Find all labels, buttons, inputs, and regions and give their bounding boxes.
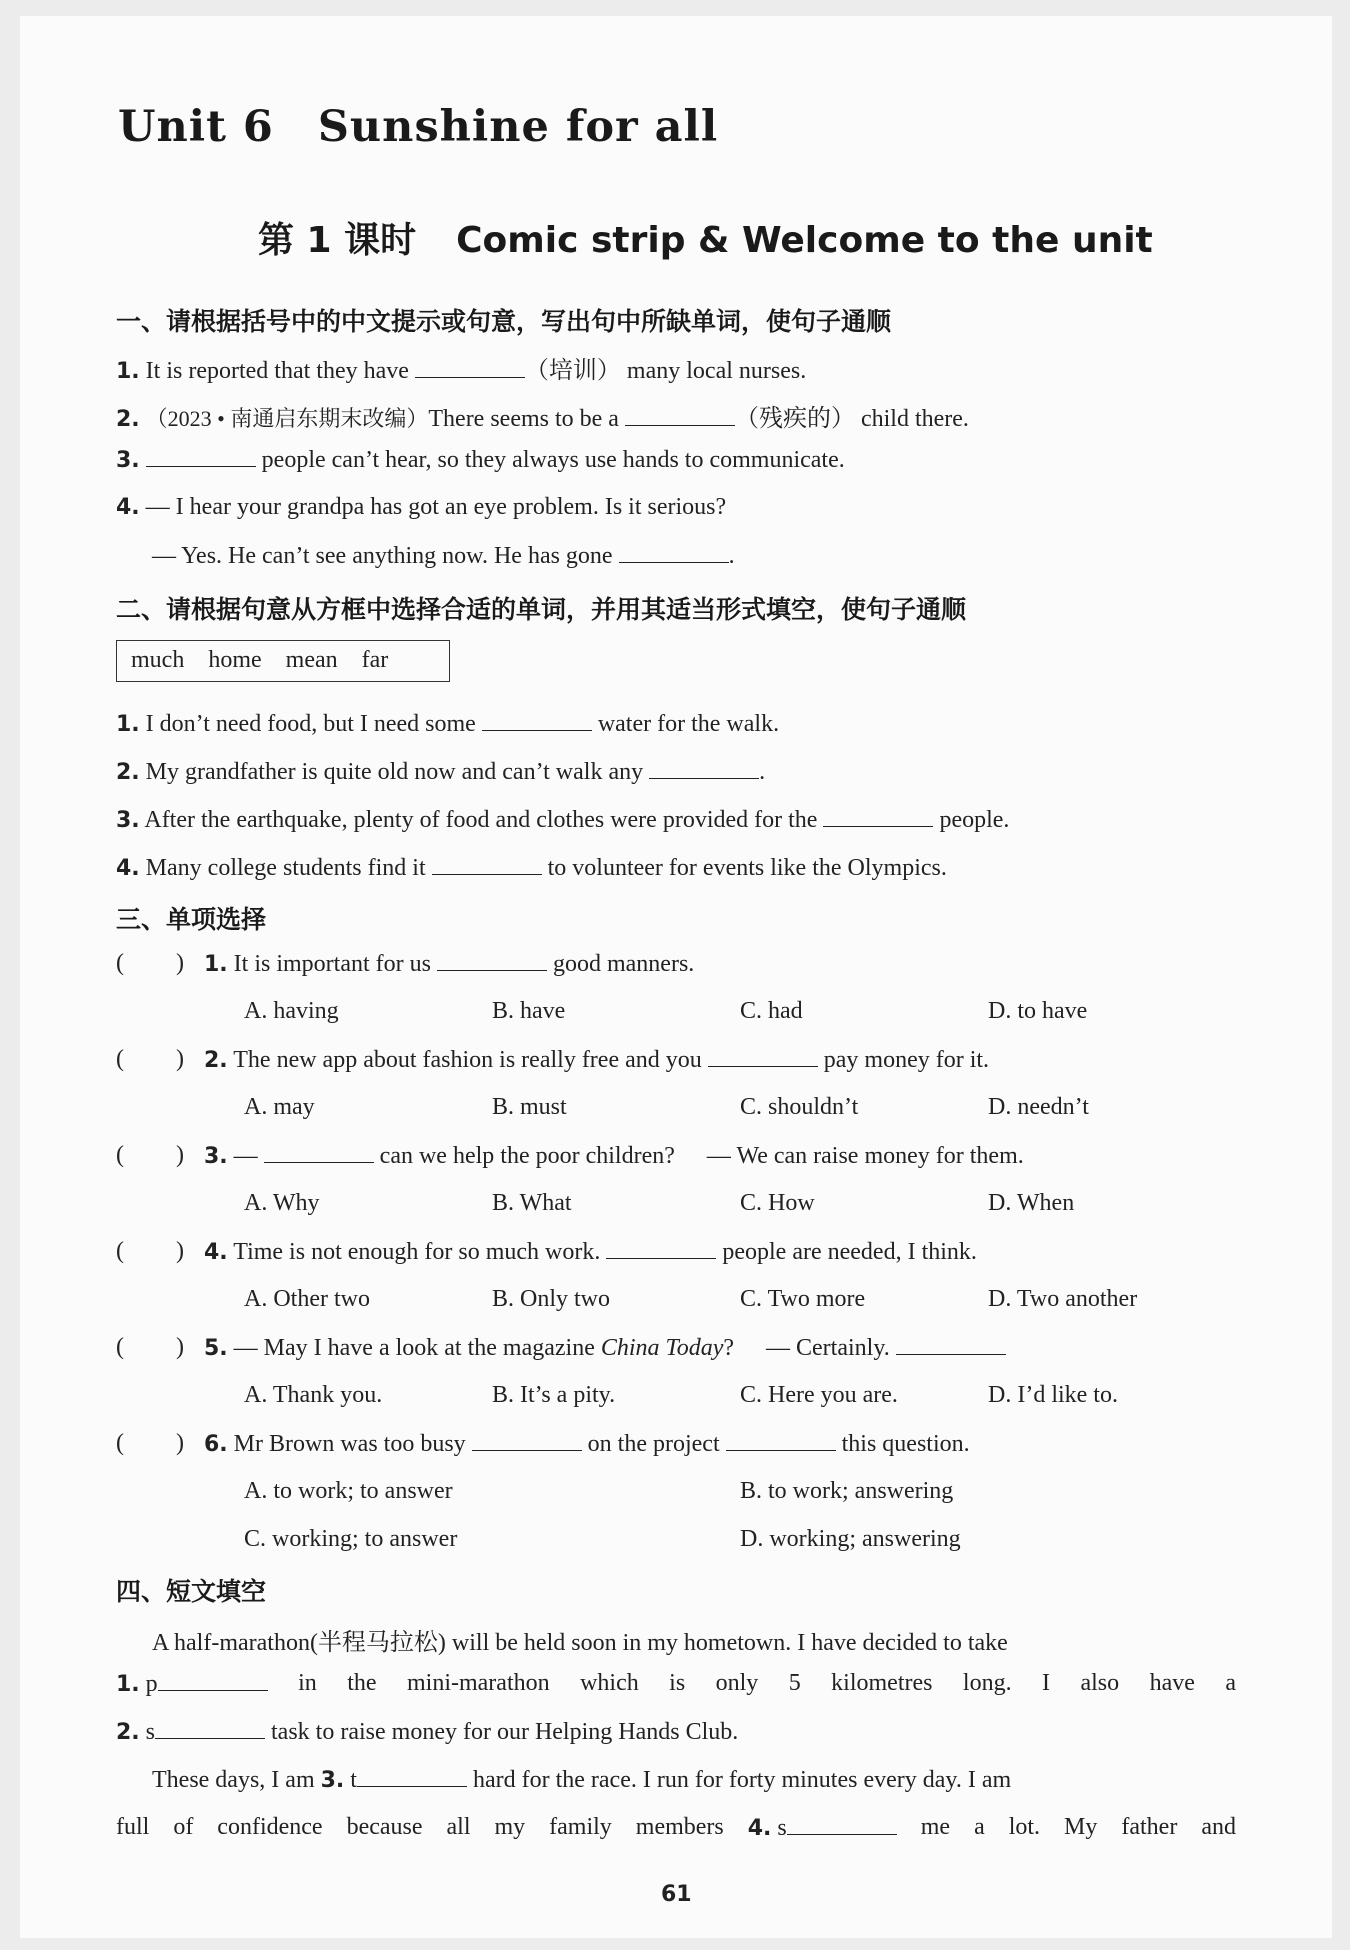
unit-name: Sunshine for all bbox=[317, 102, 719, 152]
question-text: good manners. bbox=[552, 951, 695, 977]
word: which bbox=[580, 1670, 639, 1696]
first-letter: s bbox=[145, 1719, 156, 1745]
question-text: people can’t hear, so they always use hands to communicate. bbox=[261, 447, 845, 473]
answer-blank[interactable] bbox=[619, 542, 729, 563]
lesson-number: 第 1 课时 bbox=[258, 220, 417, 261]
s2-question-3 bbox=[116, 806, 1009, 834]
punctuation: . bbox=[728, 543, 735, 569]
paren-open: ( bbox=[116, 1142, 124, 1168]
punctuation: ? bbox=[723, 1335, 735, 1361]
question-number: 1. bbox=[116, 359, 140, 384]
paren-close: ) bbox=[176, 950, 184, 976]
paren-open: ( bbox=[116, 1046, 124, 1072]
question-text: — May I have a look at the magazine bbox=[233, 1335, 595, 1361]
option-a[interactable]: A. Why bbox=[244, 1190, 320, 1216]
answer-blank[interactable] bbox=[472, 1430, 582, 1451]
word: confidence bbox=[217, 1814, 323, 1840]
answer-paren[interactable] bbox=[116, 950, 184, 977]
question-text: After the earthquake, plenty of food and clothes were provided for the bbox=[144, 807, 818, 833]
word: is bbox=[669, 1670, 686, 1696]
question-number: 4. bbox=[116, 856, 140, 881]
option-c[interactable]: C. shouldn’t bbox=[740, 1094, 859, 1120]
blank-number: 2. bbox=[116, 1720, 140, 1745]
unit-title bbox=[118, 102, 718, 152]
question-number: 1. bbox=[116, 712, 140, 737]
paren-close: ) bbox=[176, 1142, 184, 1168]
option-d[interactable]: D. needn’t bbox=[988, 1094, 1089, 1120]
worksheet-page bbox=[20, 16, 1332, 1938]
s1-question-4 bbox=[116, 494, 726, 521]
question-text: this question. bbox=[841, 1431, 970, 1457]
s1-question-3 bbox=[116, 446, 845, 474]
passage-text: hard for the race. I run for forty minutes every day. I am bbox=[472, 1767, 1012, 1793]
answer-paren[interactable] bbox=[116, 1334, 184, 1361]
passage-line-2 bbox=[116, 1670, 1236, 1698]
option-d[interactable]: D. When bbox=[988, 1190, 1075, 1216]
paren-open: ( bbox=[116, 1238, 124, 1264]
question-text: pay money for it. bbox=[823, 1047, 990, 1073]
word: in bbox=[298, 1670, 317, 1696]
answer-blank[interactable] bbox=[432, 854, 542, 875]
question-text: I don’t need food, but I need some bbox=[145, 711, 476, 737]
blank-number: 4. bbox=[747, 1816, 772, 1841]
word-option: home bbox=[208, 647, 262, 673]
option-d[interactable]: D. to have bbox=[988, 998, 1088, 1024]
section-3-title: 三、单项选择 bbox=[116, 905, 267, 934]
question-text: There seems to be a bbox=[428, 406, 619, 432]
question-number: 3. bbox=[204, 1144, 228, 1169]
option-b[interactable]: B. It’s a pity. bbox=[492, 1382, 616, 1408]
answer-blank[interactable] bbox=[264, 1142, 374, 1163]
s1-question-1 bbox=[116, 350, 806, 385]
blank-number: 3. bbox=[320, 1768, 345, 1793]
s1-question-4-response bbox=[152, 542, 735, 570]
word: because bbox=[346, 1814, 423, 1840]
option-d[interactable]: D. working; answering bbox=[740, 1526, 961, 1552]
chinese-hint: （残疾的） bbox=[734, 406, 855, 432]
question-number: 4. bbox=[116, 495, 140, 520]
question-text: My grandfather is quite old now and can’t walk any bbox=[145, 759, 644, 785]
question-number: 3. bbox=[116, 808, 140, 833]
word-option: much bbox=[131, 647, 185, 673]
answer-paren[interactable] bbox=[116, 1430, 184, 1457]
word: My bbox=[1064, 1814, 1098, 1840]
s3-question-3 bbox=[204, 1142, 1024, 1170]
option-d[interactable]: D. Two another bbox=[988, 1286, 1138, 1312]
word: only bbox=[715, 1670, 759, 1696]
s3-question-1 bbox=[204, 950, 694, 978]
question-text: water for the walk. bbox=[597, 711, 780, 737]
word: mini-marathon bbox=[406, 1670, 550, 1696]
answer-paren[interactable] bbox=[116, 1238, 184, 1265]
word: me bbox=[920, 1814, 951, 1840]
paren-open: ( bbox=[116, 1430, 124, 1456]
dash: — bbox=[233, 1143, 258, 1169]
s3-question-2 bbox=[204, 1046, 989, 1074]
first-letter: s bbox=[777, 1815, 787, 1841]
answer-blank[interactable] bbox=[482, 710, 592, 731]
answer-blank[interactable] bbox=[726, 1430, 836, 1451]
option-b[interactable]: B. have bbox=[492, 998, 566, 1024]
word: 5 bbox=[788, 1670, 801, 1696]
passage-line-4 bbox=[152, 1766, 1011, 1794]
answer-blank[interactable] bbox=[649, 758, 759, 779]
option-a[interactable]: A. having bbox=[244, 998, 339, 1024]
answer-blank[interactable] bbox=[146, 446, 256, 467]
s2-question-4 bbox=[116, 854, 947, 882]
option-c[interactable]: C. Two more bbox=[740, 1286, 866, 1312]
word-option: mean bbox=[285, 647, 338, 673]
word: also bbox=[1080, 1670, 1120, 1696]
word: a bbox=[1225, 1670, 1236, 1696]
question-number: 2. bbox=[116, 760, 140, 785]
word-box bbox=[116, 640, 450, 682]
question-text: on the project bbox=[587, 1431, 720, 1457]
question-text: to volunteer for events like the Olympics. bbox=[547, 855, 947, 881]
question-text: — We can raise money for them. bbox=[706, 1143, 1024, 1169]
question-text: Mr Brown was too busy bbox=[233, 1431, 466, 1457]
question-text: It is reported that they have bbox=[145, 358, 409, 384]
word: kilometres bbox=[831, 1670, 933, 1696]
answer-paren[interactable] bbox=[116, 1046, 184, 1073]
word: the bbox=[347, 1670, 377, 1696]
first-letter: t bbox=[350, 1767, 357, 1793]
question-number: 5. bbox=[204, 1336, 228, 1361]
option-b[interactable]: B. to work; answering bbox=[740, 1478, 954, 1504]
blank-number: 1. bbox=[116, 1672, 140, 1697]
option-b[interactable]: B. What bbox=[492, 1190, 572, 1216]
unit-number: Unit 6 bbox=[118, 102, 274, 152]
question-text: It is important for us bbox=[233, 951, 431, 977]
answer-blank[interactable] bbox=[357, 1766, 467, 1787]
question-number: 2. bbox=[116, 407, 140, 432]
passage-line-5 bbox=[116, 1814, 1236, 1842]
answer-blank[interactable] bbox=[155, 1718, 265, 1739]
option-b[interactable]: B. Only two bbox=[492, 1286, 611, 1312]
answer-blank[interactable] bbox=[708, 1046, 818, 1067]
word: and bbox=[1201, 1814, 1236, 1840]
paren-close: ) bbox=[176, 1046, 184, 1072]
question-text: people are needed, I think. bbox=[722, 1239, 977, 1265]
answer-blank[interactable] bbox=[787, 1814, 897, 1835]
question-number: 2. bbox=[204, 1048, 228, 1073]
word: all bbox=[446, 1814, 471, 1840]
question-number: 6. bbox=[204, 1432, 228, 1457]
question-text: many local nurses. bbox=[626, 358, 807, 384]
word: lot. bbox=[1008, 1814, 1041, 1840]
passage-line-3 bbox=[116, 1718, 738, 1746]
question-number: 4. bbox=[204, 1240, 228, 1265]
paren-close: ) bbox=[176, 1238, 184, 1264]
passage-line-1: A half-marathon(半程马拉松) will be held soon in my hometown. I have decided to take bbox=[152, 1630, 1008, 1656]
option-a[interactable]: A. Other two bbox=[244, 1286, 370, 1312]
magazine-title: China Today bbox=[600, 1335, 724, 1361]
answer-blank[interactable] bbox=[437, 950, 547, 971]
option-a[interactable]: A. Thank you. bbox=[244, 1382, 383, 1408]
word: members bbox=[635, 1814, 724, 1840]
word: father bbox=[1121, 1814, 1178, 1840]
chinese-hint: （培训） bbox=[524, 358, 621, 384]
word: family bbox=[549, 1814, 612, 1840]
paren-open: ( bbox=[116, 950, 124, 976]
s3-question-5 bbox=[204, 1334, 1006, 1362]
lesson-name: Comic strip & Welcome to the unit bbox=[456, 220, 1153, 261]
answer-blank[interactable] bbox=[606, 1238, 716, 1259]
word: my bbox=[494, 1814, 526, 1840]
question-number: 3. bbox=[116, 448, 140, 473]
option-a[interactable]: A. to work; to answer bbox=[244, 1478, 453, 1504]
answer-blank[interactable] bbox=[158, 1670, 268, 1691]
passage-text: These days, I am bbox=[152, 1767, 315, 1793]
first-letter: p bbox=[145, 1671, 158, 1697]
answer-blank[interactable] bbox=[625, 405, 735, 426]
s3-question-6 bbox=[204, 1430, 970, 1458]
option-d[interactable]: D. I’d like to. bbox=[988, 1382, 1118, 1408]
option-c[interactable]: C. had bbox=[740, 998, 803, 1024]
word: I bbox=[1042, 1670, 1051, 1696]
punctuation: . bbox=[759, 759, 766, 785]
paren-close: ) bbox=[176, 1334, 184, 1360]
word: of bbox=[173, 1814, 194, 1840]
word: have bbox=[1149, 1670, 1195, 1696]
lesson-title bbox=[258, 212, 1153, 263]
word: full bbox=[116, 1814, 150, 1840]
s2-question-1 bbox=[116, 710, 779, 738]
question-text: The new app about fashion is really free and you bbox=[233, 1047, 702, 1073]
answer-blank[interactable] bbox=[415, 357, 525, 378]
page-number: 61 bbox=[661, 1882, 692, 1907]
paren-close: ) bbox=[176, 1430, 184, 1456]
question-text: can we help the poor children? bbox=[379, 1143, 675, 1169]
section-4-title: 四、短文填空 bbox=[116, 1577, 267, 1606]
word: long. bbox=[962, 1670, 1012, 1696]
option-b[interactable]: B. must bbox=[492, 1094, 567, 1120]
question-text: child there. bbox=[860, 406, 969, 432]
question-number: 1. bbox=[204, 952, 228, 977]
word-option: far bbox=[361, 647, 389, 673]
question-text: — Certainly. bbox=[766, 1335, 890, 1361]
question-text: Time is not enough for so much work. bbox=[233, 1239, 601, 1265]
paren-open: ( bbox=[116, 1334, 124, 1360]
question-text: — Yes. He can’t see anything now. He has gone bbox=[152, 543, 613, 569]
option-c[interactable]: C. Here you are. bbox=[740, 1382, 898, 1408]
option-a[interactable]: A. may bbox=[244, 1094, 315, 1120]
word: a bbox=[974, 1814, 985, 1840]
section-2-title: 二、请根据句意从方框中选择合适的单词，并用其适当形式填空，使句子通顺 bbox=[116, 595, 967, 624]
section-1-title: 一、请根据括号中的中文提示或句意，写出句中所缺单词，使句子通顺 bbox=[116, 307, 892, 336]
answer-blank[interactable] bbox=[896, 1334, 1006, 1355]
question-text: Many college students find it bbox=[145, 855, 426, 881]
question-text: people. bbox=[939, 807, 1010, 833]
s1-question-2 bbox=[116, 398, 969, 433]
option-c[interactable]: C. working; to answer bbox=[244, 1526, 458, 1552]
question-text: — I hear your grandpa has got an eye problem. Is it serious? bbox=[145, 494, 727, 520]
answer-paren[interactable] bbox=[116, 1142, 184, 1169]
s3-question-4 bbox=[204, 1238, 977, 1266]
question-source: （2023 • 南通启东期末改编） bbox=[145, 406, 429, 431]
option-c[interactable]: C. How bbox=[740, 1190, 815, 1216]
passage-text: task to raise money for our Helping Hands Club. bbox=[271, 1719, 739, 1745]
s2-question-2 bbox=[116, 758, 765, 786]
answer-blank[interactable] bbox=[823, 806, 933, 827]
